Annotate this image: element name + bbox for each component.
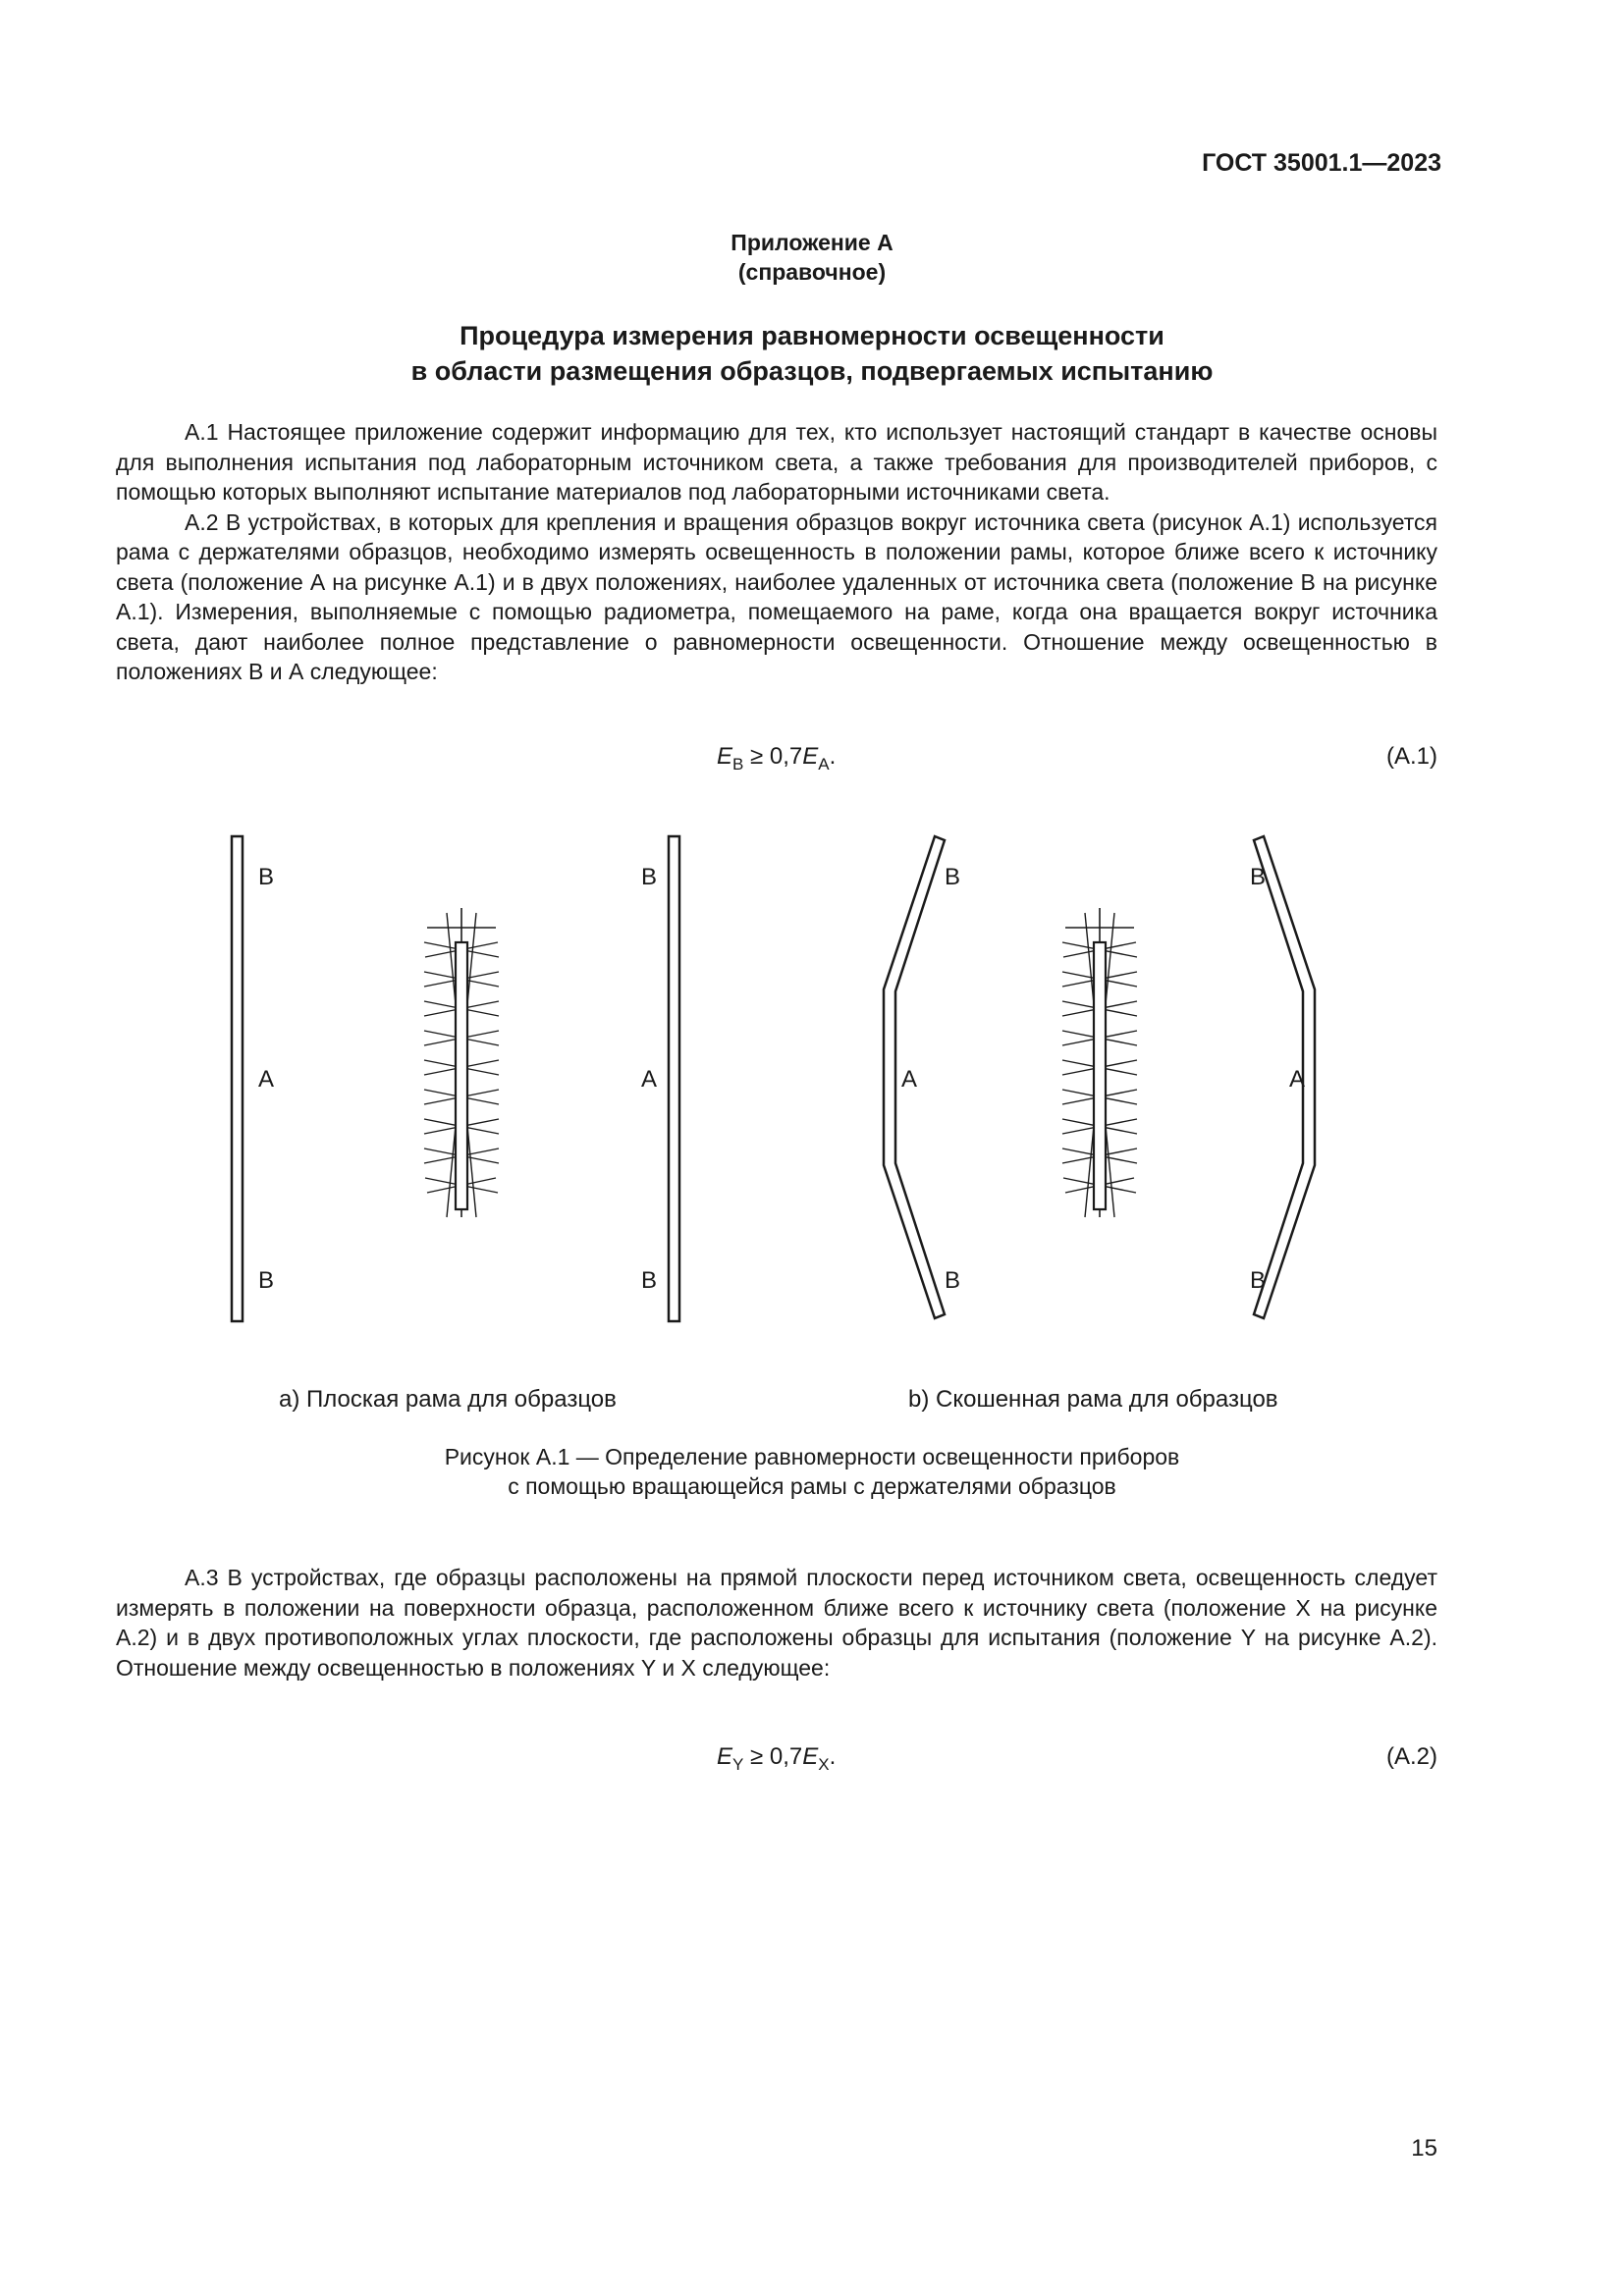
formula-a1-lhs-var: E: [717, 743, 733, 770]
label-b-b-left-bottom: B: [945, 1267, 961, 1294]
paragraph-block-2: [116, 1563, 1437, 1682]
lamp-a-tube: [456, 942, 467, 1209]
paragraph-a2: А.2 В устройствах, в которых для крепления и вращения образцов вокруг источника света (рисунок А.1) используется рама с держателями образцов, необходимо измерять освещенность в положении рамы, которое ближе всего к источнику света (положение А на рисунке А.1) и в двух положениях, наиболее удаленных от источника света (положение В на рисунке А.1). Измерения, выполняемые с помощью радиометра, помещаемого на раме, когда она вращается вокруг источника света, дают наиболее полное представление о равномерности освещенности. Отношение между освещенностью в положениях В и А следующее:: [116, 508, 1437, 684]
appendix-type: (справочное): [737, 259, 887, 285]
formula-a2-lhs-sub: Y: [732, 1755, 744, 1774]
page-number: 15: [1411, 2135, 1437, 2162]
label-b-a-right-bottom: B: [641, 1267, 658, 1294]
label-b-b-right-bottom: B: [1250, 1267, 1267, 1294]
paragraph-a1: А.1 Настоящее приложение содержит информацию для тех, кто использует настоящий стандарт в качестве основы для выполнения испытания под лабораторным источником света, а также требования для производителей приборов, с помощью которых выполняют испытание материалов под лабораторными источниками света.: [116, 419, 1437, 505]
lamp-b-tube: [1094, 942, 1106, 1209]
subcaption-a: a) Плоская рама для образцов: [279, 1386, 617, 1413]
formula-a1-rhs-var: E: [802, 743, 819, 770]
label-b-a-right-top: B: [641, 864, 658, 890]
formula-a2-number: (А.2): [1385, 1743, 1437, 1770]
formula-a2-op: ≥ 0,7: [743, 1743, 803, 1770]
formula-a2-lhs-var: E: [717, 1743, 733, 1770]
label-b-a-left-bottom: B: [258, 1267, 275, 1294]
bevel-frame-right: [1254, 836, 1315, 1318]
figure-caption: [0, 1442, 1624, 1501]
formula-a1-lhs-sub: B: [732, 755, 744, 774]
title-line-2: в области размещения образцов, подвергаемых испытанию: [410, 356, 1214, 386]
label-b-b-left-top: B: [945, 864, 961, 890]
label-b-b-right-top: B: [1250, 864, 1267, 890]
flat-frame-right: [669, 836, 679, 1321]
formula-a1-end: .: [829, 743, 837, 770]
formula-a1-number: (А.1): [1385, 743, 1437, 770]
title-line-1: Процедура измерения равномерности освещенности: [460, 321, 1164, 350]
label-a-b-right: A: [1289, 1066, 1306, 1093]
appendix-label: Приложение А: [731, 230, 893, 255]
label-b-a-left-top: B: [258, 864, 275, 890]
formula-a2-rhs-var: E: [802, 1743, 819, 1770]
label-a-a-right: A: [641, 1066, 658, 1093]
flat-frame-left: [232, 836, 243, 1321]
paragraph-a3: А.3 В устройствах, где образцы расположены на прямой плоскости перед источником света, освещенность следует измерять в положении на поверхности образца, расположенном ближе всего к источнику света (положение Х на рисунке А.2) и в двух противоположных углах плоскости, где расположены образцы для испытания (положение Y на рисунке А.2). Отношение между освещенностью в положениях Y и Х следующее:: [116, 1565, 1437, 1681]
formula-a1-rhs-sub: A: [818, 755, 830, 774]
label-a-a-left: A: [258, 1066, 275, 1093]
figure-caption-line-1: Рисунок А.1 — Определение равномерности освещенности приборов: [444, 1444, 1180, 1469]
document-code: ГОСТ 35001.1—2023: [1202, 149, 1441, 177]
figure-caption-line-2: с помощью вращающейся рамы с держателями образцов: [508, 1473, 1116, 1499]
formula-a2-rhs-sub: X: [818, 1755, 830, 1774]
formula-a2-end: .: [829, 1743, 837, 1770]
light-source-a: [424, 908, 499, 1217]
formula-a2: [717, 1743, 837, 1774]
label-a-b-left: A: [901, 1066, 918, 1093]
subcaption-b: b) Скошенная рама для образцов: [908, 1386, 1278, 1413]
light-source-b: [1062, 908, 1137, 1217]
formula-a1-op: ≥ 0,7: [743, 743, 803, 770]
